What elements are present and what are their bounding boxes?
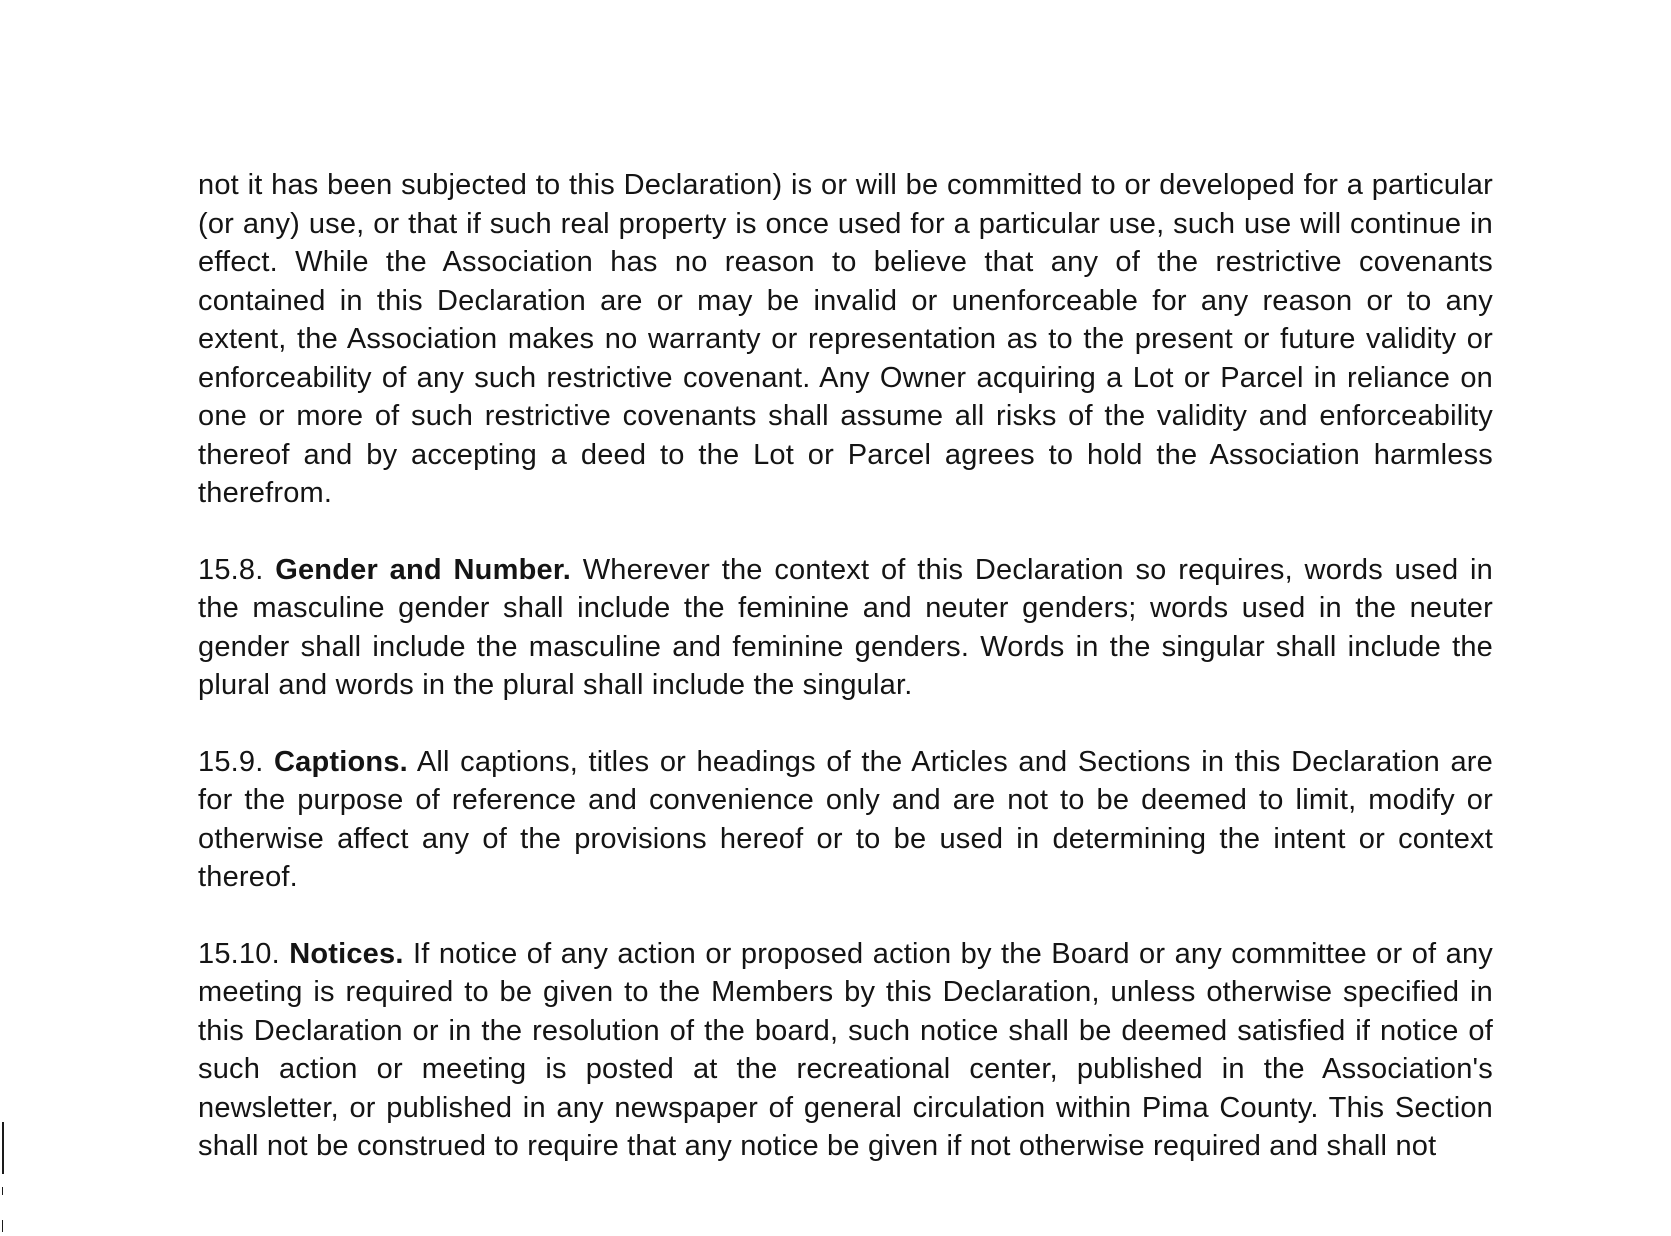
document-body (198, 166, 1493, 1166)
paragraph-continuation (198, 166, 1493, 513)
section-15-9 (198, 743, 1493, 897)
section-heading: Gender and Number. (275, 553, 571, 586)
section-15-10 (198, 935, 1493, 1166)
section-number: 15.8. (198, 553, 264, 586)
scan-artifact (2, 1187, 3, 1195)
section-body: Wherever the context of this Declaration so requires, words used in the masculine gender shall include the feminine and neuter genders; words used in the neuter gender shall include the masculine and feminine genders. Words in the singular shall include the plural and words in the plural shall include the singular. (198, 553, 1493, 701)
section-15-8 (198, 551, 1493, 705)
section-number: 15.10. (198, 937, 280, 970)
paragraph-text: not it has been subjected to this Declaration) is or will be committed to or developed for a particular (or any) use, or that if such real property is once used for a particular use, such use will continue in effect. While the Association has no reason to believe that any of the restrictive covenants contained in this Declaration are or may be invalid or unenforceable for any reason or to any extent, the Association makes no warranty or representation as to the present or future validity or enforceability of any such restrictive covenant. Any Owner acquiring a Lot or Parcel in reliance on one or more of such restrictive covenants shall assume all risks of the validity and enforceability thereof and by accepting a deed to the Lot or Parcel agrees to hold the Association harmless therefrom. (198, 169, 1493, 509)
section-body: If notice of any action or proposed action by the Board or any committee or of any meeting is required to be given to the Members by this Declaration, unless otherwise specified in this Declaration or in the resolution of the board, such notice shall be deemed satisfied if notice of such action or meeting is posted at the recreational center, published in the Association's newsletter, or published in any newspaper of general circulation within Pima County. This Section shall not be construed to require that any notice be given if not otherwise required and shall not (198, 937, 1493, 1162)
scan-artifact (2, 1220, 3, 1232)
scan-artifact (2, 1122, 4, 1174)
section-heading: Notices. (289, 937, 404, 970)
section-number: 15.9. (198, 745, 264, 778)
section-heading: Captions. (274, 745, 408, 778)
section-body: All captions, titles or headings of the Articles and Sections in this Declaration are for the purpose of reference and convenience only and are not to be deemed to limit, modify or otherwise affect any of the provisions hereof or to be used in determining the intent or context thereof. (198, 745, 1493, 893)
